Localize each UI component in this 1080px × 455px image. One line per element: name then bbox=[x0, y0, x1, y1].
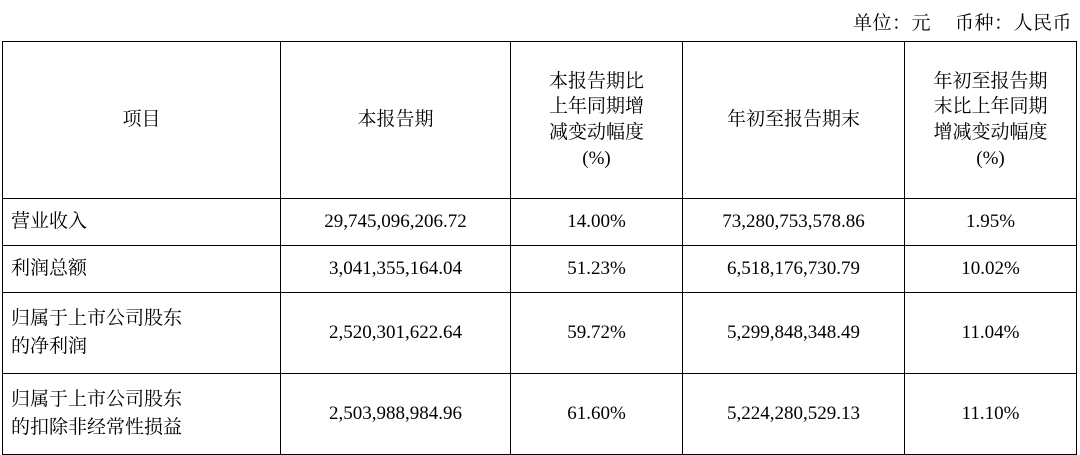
header-item-label: 项目 bbox=[122, 109, 161, 131]
header-current-period-label: 本报告期 bbox=[357, 109, 434, 131]
table-row bbox=[3, 293, 1077, 374]
row-current-change: 51.23% bbox=[511, 246, 683, 293]
header-item bbox=[3, 42, 281, 199]
row-ytd: 5,224,280,529.13 bbox=[683, 374, 905, 455]
row-label bbox=[3, 199, 281, 246]
header-ytd-change-line3: 增减变动幅度 bbox=[933, 122, 1048, 143]
row-ytd: 5,299,848,348.49 bbox=[683, 293, 905, 374]
row-ytd-change: 10.02% bbox=[905, 246, 1077, 293]
financial-table bbox=[2, 41, 1077, 455]
header-current-change-line2: 上年同期增 bbox=[548, 96, 644, 118]
header-ytd-change-line1: 年初至报告期 bbox=[933, 70, 1048, 92]
row-label bbox=[3, 374, 281, 455]
row-current-period: 2,520,301,622.64 bbox=[281, 293, 511, 374]
table-row bbox=[3, 199, 1077, 246]
header-current-change bbox=[511, 42, 683, 199]
currency-label: 币种：人民币 bbox=[954, 13, 1072, 34]
table-row bbox=[3, 374, 1077, 455]
row-label-line1: 营业收入 bbox=[11, 211, 88, 233]
financial-table-wrapper bbox=[2, 41, 1076, 455]
header-current-change-line3: 减变动幅度 bbox=[548, 122, 644, 143]
table-header-row bbox=[3, 42, 1077, 199]
header-current-change-line1: 本报告期比 bbox=[548, 70, 644, 92]
row-current-period: 29,745,096,206.72 bbox=[281, 199, 511, 246]
header-current-change-line4: (%) bbox=[582, 147, 611, 169]
row-ytd-change: 11.10% bbox=[905, 374, 1077, 455]
header-ytd-label: 年初至报告期末 bbox=[726, 109, 860, 131]
row-label-line2: 的扣除非经常性损益 bbox=[11, 417, 183, 438]
row-current-change: 14.00% bbox=[511, 199, 683, 246]
row-current-change: 59.72% bbox=[511, 293, 683, 374]
row-label bbox=[3, 246, 281, 293]
row-label-line1: 归属于上市公司股东 bbox=[11, 389, 183, 411]
header-ytd-change-line2: 末比上年同期 bbox=[933, 96, 1048, 118]
row-label-line1: 归属于上市公司股东 bbox=[11, 308, 183, 330]
row-ytd-change: 1.95% bbox=[905, 199, 1077, 246]
table-row bbox=[3, 246, 1077, 293]
row-current-period: 3,041,355,164.04 bbox=[281, 246, 511, 293]
row-ytd: 73,280,753,578.86 bbox=[683, 199, 905, 246]
row-current-change: 61.60% bbox=[511, 374, 683, 455]
row-ytd-change: 11.04% bbox=[905, 293, 1077, 374]
header-current-period bbox=[281, 42, 511, 199]
row-current-period: 2,503,988,984.96 bbox=[281, 374, 511, 455]
unit-note bbox=[853, 8, 1072, 35]
row-label bbox=[3, 293, 281, 374]
header-ytd bbox=[683, 42, 905, 199]
unit-label: 单位：元 bbox=[852, 13, 931, 34]
header-ytd-change-line4: (%) bbox=[976, 147, 1005, 169]
row-label-line1: 利润总额 bbox=[11, 258, 88, 280]
header-ytd-change bbox=[905, 42, 1077, 199]
row-label-line2: 的净利润 bbox=[11, 336, 88, 357]
row-ytd: 6,518,176,730.79 bbox=[683, 246, 905, 293]
